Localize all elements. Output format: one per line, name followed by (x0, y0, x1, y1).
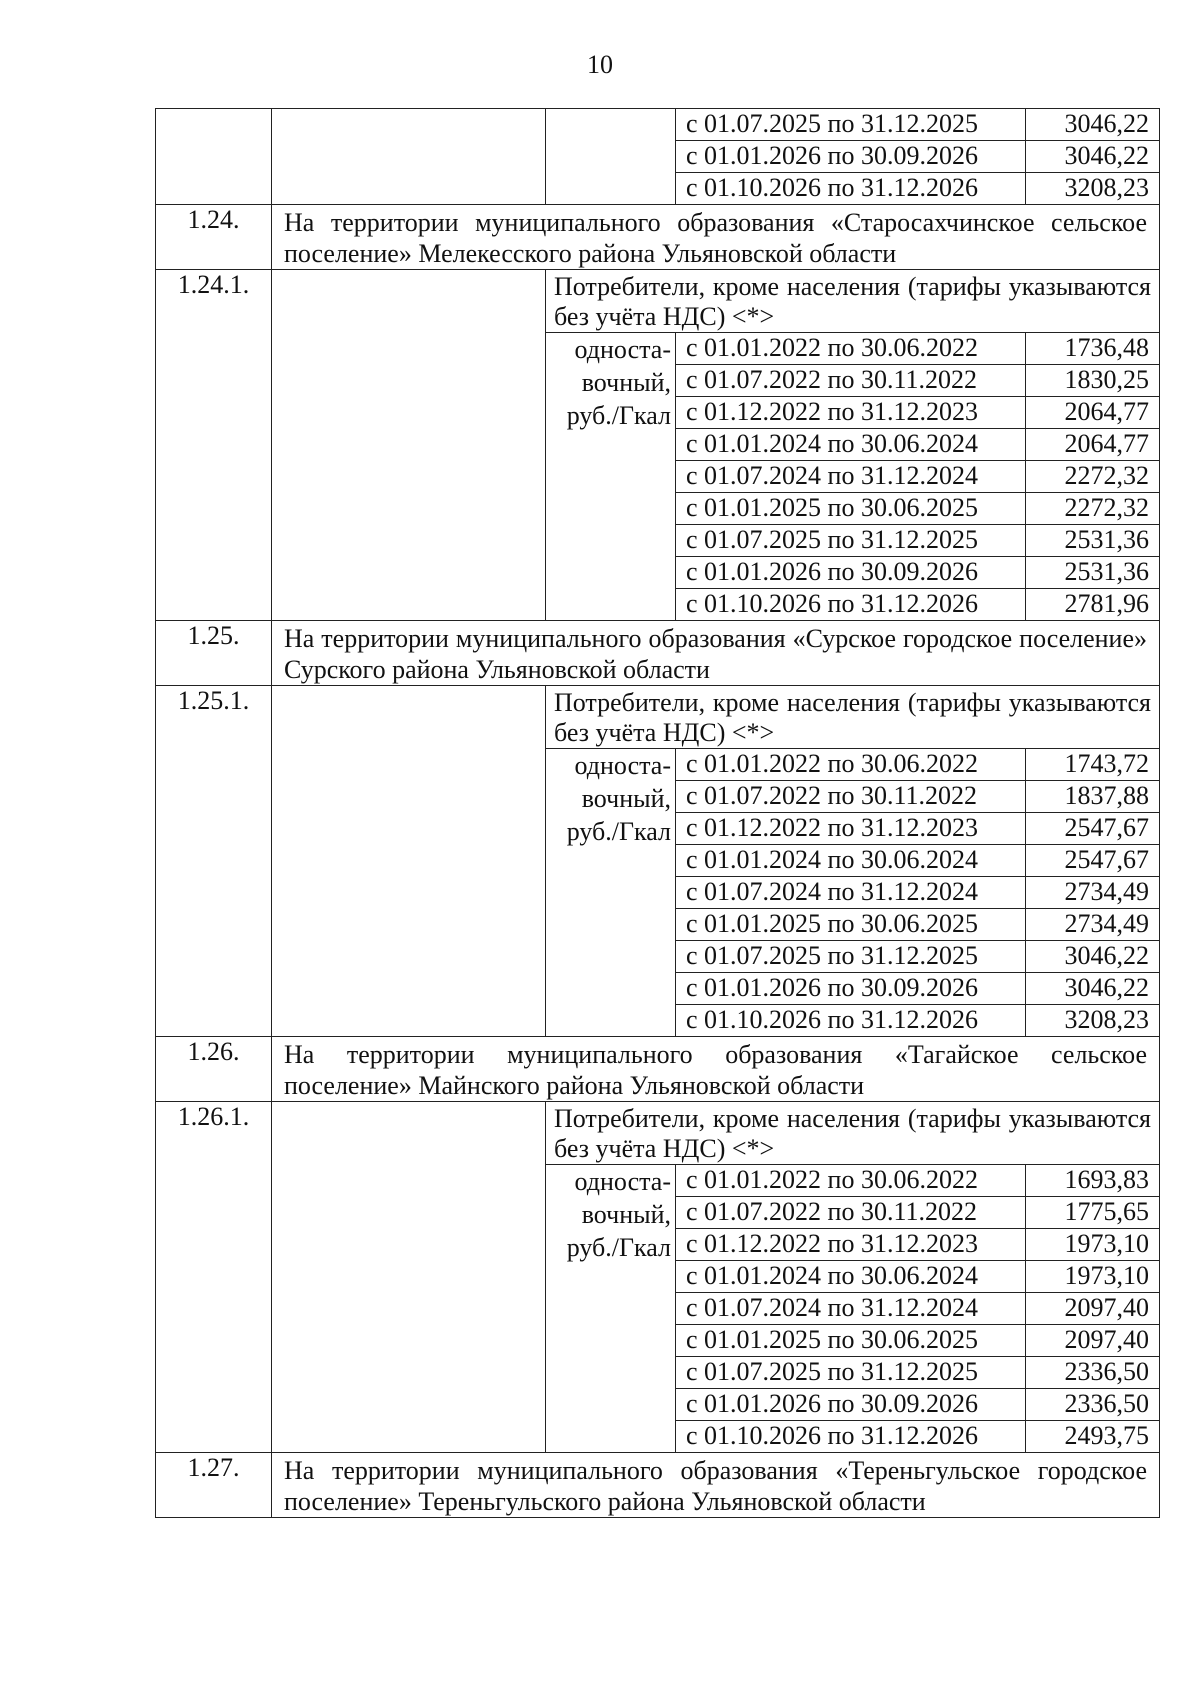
table-row (156, 109, 1160, 141)
tariff-value-cell: 2336,50 (1026, 1357, 1160, 1389)
period-cell: с 01.01.2022 по 30.06.2022 (676, 333, 1026, 365)
section-number: 1.24. (156, 205, 272, 270)
period-cell: с 01.07.2024 по 31.12.2024 (676, 461, 1026, 493)
subsection-number: 1.24.1. (156, 270, 272, 621)
unit-cell: односта-вочный, руб./Гкал (546, 1165, 676, 1453)
tariff-value-cell: 2272,32 (1026, 461, 1160, 493)
tariff-value-cell: 2547,67 (1026, 845, 1160, 877)
period-cell: с 01.01.2022 по 30.06.2022 (676, 1165, 1026, 1197)
tariff-value-cell: 2781,96 (1026, 589, 1160, 621)
period-cell: с 01.01.2025 по 30.06.2025 (676, 493, 1026, 525)
period-cell: с 01.07.2022 по 30.11.2022 (676, 781, 1026, 813)
consumers-description: Потребители, кроме населения (тарифы указываются без учёта НДС) <*> (546, 686, 1160, 749)
period-cell: с 01.12.2022 по 31.12.2023 (676, 397, 1026, 429)
tariff-value-cell: 2336,50 (1026, 1389, 1160, 1421)
empty-cell (272, 270, 546, 621)
tariff-value-cell: 2097,40 (1026, 1293, 1160, 1325)
consumers-row (156, 686, 1160, 749)
number-cell-empty (156, 109, 272, 205)
section-number: 1.25. (156, 621, 272, 686)
period-cell: с 01.10.2026 по 31.12.2026 (676, 589, 1026, 621)
period-cell: с 01.07.2025 по 31.12.2025 (676, 941, 1026, 973)
period-cell: с 01.07.2024 по 31.12.2024 (676, 877, 1026, 909)
tariff-value-cell: 1973,10 (1026, 1261, 1160, 1293)
empty-cell (272, 109, 546, 205)
consumers-description: Потребители, кроме населения (тарифы указываются без учёта НДС) <*> (546, 270, 1160, 333)
page-number: 10 (587, 50, 613, 79)
period-cell: с 01.01.2026 по 30.09.2026 (676, 1389, 1026, 1421)
section-title: На территории муниципального образования «Сурское городское поселение» Сурского района Ульяновской области (272, 621, 1160, 686)
period-cell: с 01.01.2026 по 30.09.2026 (676, 973, 1026, 1005)
tariff-value-cell: 3046,22 (1026, 941, 1160, 973)
tariff-value-cell: 2272,32 (1026, 493, 1160, 525)
subsection-number: 1.26.1. (156, 1102, 272, 1453)
unit-cell: односта-вочный, руб./Гкал (546, 333, 676, 621)
tariff-value-cell: 2547,67 (1026, 813, 1160, 845)
tariff-value-cell: 2064,77 (1026, 429, 1160, 461)
tariff-value-cell: 2493,75 (1026, 1421, 1160, 1453)
tariff-value-cell: 1837,88 (1026, 781, 1160, 813)
tariff-table (155, 108, 1160, 1518)
period-cell: с 01.07.2024 по 31.12.2024 (676, 1293, 1026, 1325)
period-cell: с 01.07.2025 по 31.12.2025 (676, 525, 1026, 557)
tariff-value-cell: 3208,23 (1026, 173, 1160, 205)
empty-cell (272, 686, 546, 1037)
consumers-row (156, 1102, 1160, 1165)
period-cell: с 01.01.2024 по 30.06.2024 (676, 429, 1026, 461)
tariff-value-cell: 3046,22 (1026, 973, 1160, 1005)
subsection-number: 1.25.1. (156, 686, 272, 1037)
tariff-value-cell: 1693,83 (1026, 1165, 1160, 1197)
period-cell: с 01.10.2026 по 31.12.2026 (676, 1005, 1026, 1037)
section-header-row (156, 205, 1160, 270)
tariff-value-cell: 1736,48 (1026, 333, 1160, 365)
tariff-value-cell: 1830,25 (1026, 365, 1160, 397)
tariff-value-cell: 2734,49 (1026, 909, 1160, 941)
section-header-row (156, 621, 1160, 686)
period-cell: с 01.12.2022 по 31.12.2023 (676, 1229, 1026, 1261)
period-cell: с 01.07.2025 по 31.12.2025 (676, 109, 1026, 141)
period-cell: с 01.01.2026 по 30.09.2026 (676, 141, 1026, 173)
period-cell: с 01.07.2022 по 30.11.2022 (676, 365, 1026, 397)
period-cell: с 01.01.2022 по 30.06.2022 (676, 749, 1026, 781)
section-number: 1.27. (156, 1453, 272, 1518)
section-header-row (156, 1037, 1160, 1102)
period-cell: с 01.01.2024 по 30.06.2024 (676, 845, 1026, 877)
tariff-value-cell: 1973,10 (1026, 1229, 1160, 1261)
tariff-value-cell: 3046,22 (1026, 141, 1160, 173)
period-cell: с 01.12.2022 по 31.12.2023 (676, 813, 1026, 845)
period-cell: с 01.07.2022 по 30.11.2022 (676, 1197, 1026, 1229)
period-cell: с 01.01.2026 по 30.09.2026 (676, 557, 1026, 589)
unit-cell: односта-вочный, руб./Гкал (546, 749, 676, 1037)
unit-cell-empty (546, 109, 676, 205)
section-title: На территории муниципального образования «Тереньгульское городское поселение» Тереньгульского района Ульяновской области (272, 1453, 1160, 1518)
period-cell: с 01.10.2026 по 31.12.2026 (676, 173, 1026, 205)
consumers-row (156, 270, 1160, 333)
tariff-value-cell: 3046,22 (1026, 109, 1160, 141)
section-number: 1.26. (156, 1037, 272, 1102)
tariff-value-cell: 3208,23 (1026, 1005, 1160, 1037)
period-cell: с 01.10.2026 по 31.12.2026 (676, 1421, 1026, 1453)
tariff-value-cell: 1775,65 (1026, 1197, 1160, 1229)
empty-cell (272, 1102, 546, 1453)
period-cell: с 01.07.2025 по 31.12.2025 (676, 1357, 1026, 1389)
tariff-value-cell: 1743,72 (1026, 749, 1160, 781)
tariff-value-cell: 2734,49 (1026, 877, 1160, 909)
tariff-value-cell: 2531,36 (1026, 557, 1160, 589)
tariff-value-cell: 2064,77 (1026, 397, 1160, 429)
consumers-description: Потребители, кроме населения (тарифы указываются без учёта НДС) <*> (546, 1102, 1160, 1165)
tariff-value-cell: 2531,36 (1026, 525, 1160, 557)
section-header-row (156, 1453, 1160, 1518)
section-title: На территории муниципального образования «Тагайское сельское поселение» Майнского района Ульяновской области (272, 1037, 1160, 1102)
section-title: На территории муниципального образования «Старосахчинское сельское поселение» Мелекесского района Ульяновской области (272, 205, 1160, 270)
period-cell: с 01.01.2024 по 30.06.2024 (676, 1261, 1026, 1293)
tariff-value-cell: 2097,40 (1026, 1325, 1160, 1357)
period-cell: с 01.01.2025 по 30.06.2025 (676, 909, 1026, 941)
period-cell: с 01.01.2025 по 30.06.2025 (676, 1325, 1026, 1357)
